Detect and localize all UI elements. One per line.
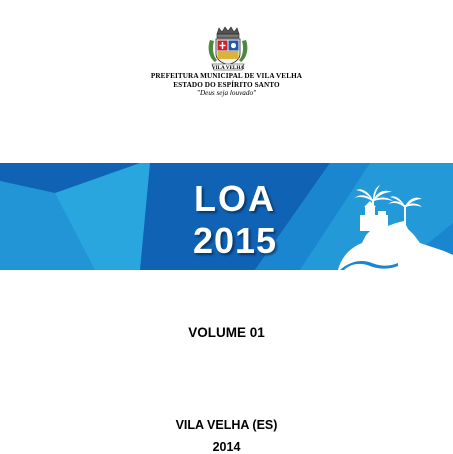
header-motto: "Deus seja louvado" — [196, 89, 257, 97]
banner-title: LOA — [194, 178, 276, 219]
header-line-municipality: PREFEITURA MUNICIPAL DE VILA VELHA — [150, 72, 303, 80]
banner-year: 2015 — [192, 220, 278, 261]
header-line-state: ESTADO DO ESPÍRITO SANTO — [173, 80, 280, 89]
title-banner — [0, 163, 453, 270]
crest-ribbon-text: VILA VELHA — [211, 65, 245, 71]
footer-year: 2014 — [212, 440, 241, 454]
municipality-header — [0, 72, 453, 98]
coat-of-arms-icon — [207, 26, 249, 72]
footer-city: VILA VELHA (ES) — [175, 418, 278, 432]
volume-label: VOLUME 01 — [188, 325, 265, 340]
